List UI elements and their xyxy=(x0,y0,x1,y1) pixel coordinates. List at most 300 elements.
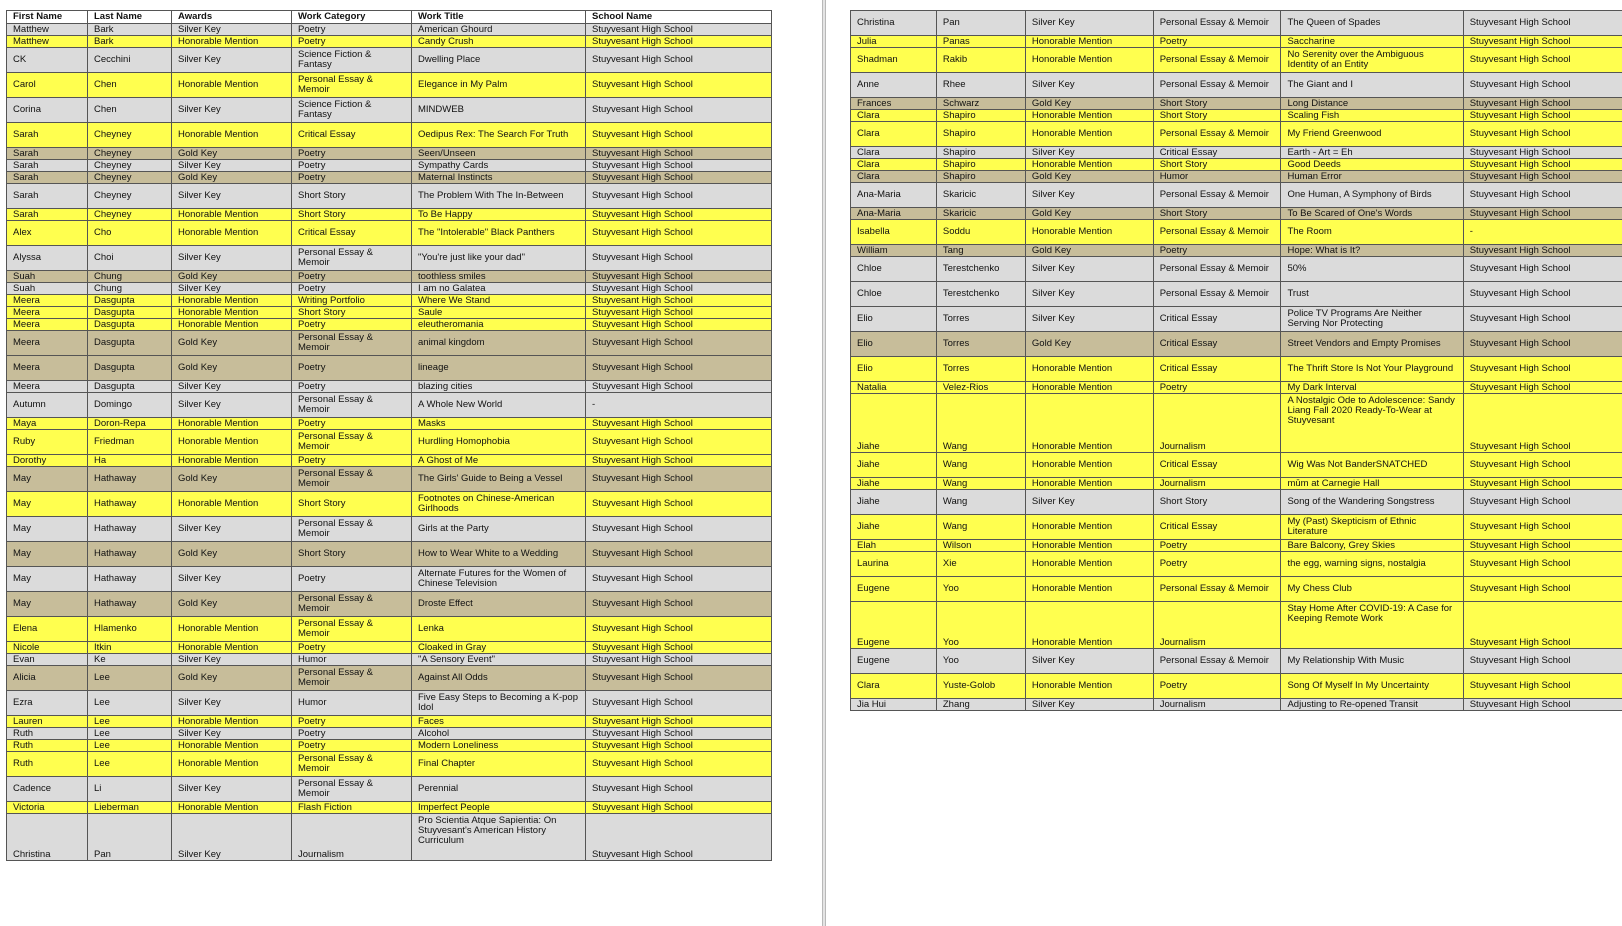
work-category-cell: Poetry xyxy=(292,36,412,48)
school-name-cell: Stuyvesant High School xyxy=(586,517,772,542)
award-cell: Honorable Mention xyxy=(172,740,292,752)
first-name-cell: Eugene xyxy=(851,649,937,674)
work-category-cell: Poetry xyxy=(292,160,412,172)
first-name-cell: Shadman xyxy=(851,48,937,73)
award-cell: Honorable Mention xyxy=(172,295,292,307)
work-category-cell: Poetry xyxy=(292,271,412,283)
school-name-cell: Stuyvesant High School xyxy=(586,716,772,728)
table-row xyxy=(7,98,772,123)
table-row xyxy=(851,11,1622,36)
school-name-cell: Stuyvesant High School xyxy=(1463,307,1622,332)
last-name-cell: Dasgupta xyxy=(88,381,172,393)
school-name-cell: Stuyvesant High School xyxy=(586,271,772,283)
last-name-cell: Lee xyxy=(88,666,172,691)
work-category-cell: Short Story xyxy=(1153,98,1281,110)
work-category-cell: Personal Essay & Memoir xyxy=(1153,282,1281,307)
table-row xyxy=(7,642,772,654)
award-cell: Gold Key xyxy=(172,592,292,617)
first-name-cell: May xyxy=(7,567,88,592)
table-row xyxy=(7,24,772,36)
award-cell: Honorable Mention xyxy=(1025,36,1153,48)
award-cell: Gold Key xyxy=(1025,171,1153,183)
first-name-cell: Clara xyxy=(851,122,937,147)
last-name-cell: Shapiro xyxy=(936,110,1025,122)
last-name-cell: Cecchini xyxy=(88,48,172,73)
school-name-cell: Stuyvesant High School xyxy=(586,592,772,617)
award-cell: Honorable Mention xyxy=(172,617,292,642)
school-name-cell: Stuyvesant High School xyxy=(1463,540,1622,552)
work-title-cell: Modern Loneliness xyxy=(412,740,586,752)
work-title-cell: The "Intolerable" Black Panthers xyxy=(412,221,586,246)
school-name-cell: Stuyvesant High School xyxy=(1463,245,1622,257)
work-title-cell: Elegance in My Palm xyxy=(412,73,586,98)
work-category-cell: Personal Essay & Memoir xyxy=(1153,257,1281,282)
table-row xyxy=(7,209,772,221)
award-cell: Silver Key xyxy=(1025,147,1153,159)
work-title-cell: A Nostalgic Ode to Adolescence: Sandy Liang Fall 2020 Ready-To-Wear at Stuyvesant xyxy=(1281,394,1463,453)
table-row xyxy=(7,418,772,430)
work-category-cell: Journalism xyxy=(1153,394,1281,453)
school-name-cell: Stuyvesant High School xyxy=(1463,602,1622,649)
work-category-cell: Poetry xyxy=(292,24,412,36)
work-category-cell: Critical Essay xyxy=(292,221,412,246)
school-name-cell: Stuyvesant High School xyxy=(586,728,772,740)
work-category-cell: Humor xyxy=(292,691,412,716)
last-name-cell: Itkin xyxy=(88,642,172,654)
last-name-cell: Shapiro xyxy=(936,159,1025,171)
work-title-cell: Against All Odds xyxy=(412,666,586,691)
award-cell: Honorable Mention xyxy=(172,123,292,148)
first-name-cell: Autumn xyxy=(7,393,88,418)
first-name-cell: Alex xyxy=(7,221,88,246)
table-body-left xyxy=(7,24,772,861)
table-row xyxy=(851,245,1622,257)
table-row xyxy=(851,478,1622,490)
work-title-cell: Trust xyxy=(1281,282,1463,307)
work-category-cell: Personal Essay & Memoir xyxy=(1153,577,1281,602)
work-category-cell: Personal Essay & Memoir xyxy=(292,666,412,691)
award-cell: Silver Key xyxy=(172,654,292,666)
table-row xyxy=(7,123,772,148)
table-row xyxy=(851,699,1622,711)
work-title-cell: The Giant and I xyxy=(1281,73,1463,98)
first-name-cell: Sarah xyxy=(7,123,88,148)
last-name-cell: Zhang xyxy=(936,699,1025,711)
table-row xyxy=(7,160,772,172)
last-name-cell: Shapiro xyxy=(936,147,1025,159)
work-title-cell: lineage xyxy=(412,356,586,381)
school-name-cell: Stuyvesant High School xyxy=(1463,11,1622,36)
table-row xyxy=(7,430,772,455)
work-title-cell: My Dark Interval xyxy=(1281,382,1463,394)
school-name-cell: Stuyvesant High School xyxy=(586,123,772,148)
work-title-cell: Five Easy Steps to Becoming a K-pop Idol xyxy=(412,691,586,716)
table-row xyxy=(7,381,772,393)
first-name-cell: Evan xyxy=(7,654,88,666)
school-name-cell: Stuyvesant High School xyxy=(586,492,772,517)
school-name-cell: Stuyvesant High School xyxy=(1463,147,1622,159)
work-category-cell: Poetry xyxy=(1153,36,1281,48)
award-cell: Honorable Mention xyxy=(1025,357,1153,382)
table-row xyxy=(7,617,772,642)
award-cell: Gold Key xyxy=(172,271,292,283)
work-title-cell: American Ghourd xyxy=(412,24,586,36)
work-title-cell: Cloaked in Gray xyxy=(412,642,586,654)
work-category-cell: Short Story xyxy=(1153,110,1281,122)
table-body-right xyxy=(851,11,1622,711)
first-name-cell: Sarah xyxy=(7,160,88,172)
award-cell: Silver Key xyxy=(172,728,292,740)
work-title-cell: My (Past) Skepticism of Ethnic Literature xyxy=(1281,515,1463,540)
work-category-cell: Personal Essay & Memoir xyxy=(1153,73,1281,98)
work-title-cell: One Human, A Symphony of Birds xyxy=(1281,183,1463,208)
first-name-cell: Isabella xyxy=(851,220,937,245)
work-category-cell: Poetry xyxy=(1153,382,1281,394)
award-cell: Honorable Mention xyxy=(172,492,292,517)
award-cell: Gold Key xyxy=(172,542,292,567)
award-cell: Honorable Mention xyxy=(1025,552,1153,577)
table-row xyxy=(7,148,772,160)
last-name-cell: Cho xyxy=(88,221,172,246)
last-name-cell: Dasgupta xyxy=(88,319,172,331)
table-row xyxy=(851,394,1622,453)
last-name-cell: Cheyney xyxy=(88,160,172,172)
table-row xyxy=(851,147,1622,159)
work-category-cell: Critical Essay xyxy=(1153,147,1281,159)
work-category-cell: Humor xyxy=(1153,171,1281,183)
school-name-cell: Stuyvesant High School xyxy=(1463,171,1622,183)
award-cell: Gold Key xyxy=(1025,245,1153,257)
school-name-cell: Stuyvesant High School xyxy=(1463,36,1622,48)
first-name-cell: Sarah xyxy=(7,148,88,160)
first-name-cell: Alyssa xyxy=(7,246,88,271)
award-cell: Gold Key xyxy=(172,172,292,184)
work-title-cell: Faces xyxy=(412,716,586,728)
school-name-cell: Stuyvesant High School xyxy=(586,752,772,777)
school-name-cell: Stuyvesant High School xyxy=(586,567,772,592)
last-name-cell: Panas xyxy=(936,36,1025,48)
work-category-cell: Personal Essay & Memoir xyxy=(292,467,412,492)
work-category-cell: Poetry xyxy=(1153,540,1281,552)
table-row xyxy=(7,331,772,356)
last-name-cell: Pan xyxy=(936,11,1025,36)
first-name-cell: Ezra xyxy=(7,691,88,716)
school-name-cell: Stuyvesant High School xyxy=(586,691,772,716)
work-title-cell: Pro Scientia Atque Sapientia: On Stuyvesant's American History Curriculum xyxy=(412,814,586,861)
table-row xyxy=(7,542,772,567)
work-title-cell: eleutheromania xyxy=(412,319,586,331)
work-title-cell: Police TV Programs Are Neither Serving Nor Protecting xyxy=(1281,307,1463,332)
first-name-cell: Clara xyxy=(851,110,937,122)
table-row xyxy=(7,221,772,246)
table-row xyxy=(7,295,772,307)
work-category-cell: Personal Essay & Memoir xyxy=(1153,220,1281,245)
first-name-cell: May xyxy=(7,542,88,567)
school-name-cell: Stuyvesant High School xyxy=(1463,98,1622,110)
award-cell: Silver Key xyxy=(172,777,292,802)
work-category-cell: Personal Essay & Memoir xyxy=(292,331,412,356)
work-title-cell: Sympathy Cards xyxy=(412,160,586,172)
table-row xyxy=(7,777,772,802)
work-title-cell: "A Sensory Event" xyxy=(412,654,586,666)
table-row xyxy=(851,282,1622,307)
table-row xyxy=(7,271,772,283)
school-name-cell: Stuyvesant High School xyxy=(586,381,772,393)
work-category-cell: Poetry xyxy=(1153,552,1281,577)
table-row xyxy=(851,48,1622,73)
work-title-cell: Oedipus Rex: The Search For Truth xyxy=(412,123,586,148)
last-name-cell: Cheyney xyxy=(88,123,172,148)
last-name-cell: Chung xyxy=(88,283,172,295)
school-name-cell: Stuyvesant High School xyxy=(586,209,772,221)
work-title-cell: Hurdling Homophobia xyxy=(412,430,586,455)
award-cell: Honorable Mention xyxy=(1025,159,1153,171)
work-title-cell: Droste Effect xyxy=(412,592,586,617)
school-name-cell: Stuyvesant High School xyxy=(586,740,772,752)
school-name-cell: Stuyvesant High School xyxy=(586,356,772,381)
award-cell: Gold Key xyxy=(1025,208,1153,220)
first-name-cell: Julia xyxy=(851,36,937,48)
table-row xyxy=(851,73,1622,98)
award-cell: Silver Key xyxy=(172,283,292,295)
last-name-cell: Lee xyxy=(88,728,172,740)
award-cell: Honorable Mention xyxy=(1025,453,1153,478)
work-title-cell: Where We Stand xyxy=(412,295,586,307)
work-title-cell: My Chess Club xyxy=(1281,577,1463,602)
work-title-cell: "You're just like your dad" xyxy=(412,246,586,271)
header-last-name: Last Name xyxy=(88,11,172,24)
work-title-cell: No Serenity over the Ambiguous Identity of an Entity xyxy=(1281,48,1463,73)
award-cell: Honorable Mention xyxy=(1025,602,1153,649)
work-category-cell: Personal Essay & Memoir xyxy=(292,73,412,98)
table-row xyxy=(7,691,772,716)
last-name-cell: Skaricic xyxy=(936,208,1025,220)
first-name-cell: Christina xyxy=(851,11,937,36)
first-name-cell: Natalia xyxy=(851,382,937,394)
work-category-cell: Journalism xyxy=(292,814,412,861)
school-name-cell: Stuyvesant High School xyxy=(586,319,772,331)
table-row xyxy=(7,740,772,752)
first-name-cell: Meera xyxy=(7,319,88,331)
work-category-cell: Poetry xyxy=(292,455,412,467)
table-row xyxy=(7,184,772,209)
award-cell: Gold Key xyxy=(172,148,292,160)
work-title-cell: How to Wear White to a Wedding xyxy=(412,542,586,567)
school-name-cell: Stuyvesant High School xyxy=(1463,208,1622,220)
last-name-cell: Hathaway xyxy=(88,592,172,617)
last-name-cell: Pan xyxy=(88,814,172,861)
work-title-cell: Alcohol xyxy=(412,728,586,740)
first-name-cell: Corina xyxy=(7,98,88,123)
work-category-cell: Flash Fiction xyxy=(292,802,412,814)
school-name-cell: Stuyvesant High School xyxy=(1463,257,1622,282)
work-title-cell: A Ghost of Me xyxy=(412,455,586,467)
school-name-cell: Stuyvesant High School xyxy=(586,814,772,861)
award-cell: Honorable Mention xyxy=(172,221,292,246)
first-name-cell: Elio xyxy=(851,307,937,332)
work-category-cell: Journalism xyxy=(1153,478,1281,490)
table-row xyxy=(7,517,772,542)
table-row xyxy=(851,649,1622,674)
award-cell: Silver Key xyxy=(1025,11,1153,36)
work-category-cell: Personal Essay & Memoir xyxy=(1153,122,1281,147)
work-category-cell: Poetry xyxy=(292,356,412,381)
work-title-cell: Saule xyxy=(412,307,586,319)
school-name-cell: Stuyvesant High School xyxy=(1463,699,1622,711)
school-name-cell: Stuyvesant High School xyxy=(1463,332,1622,357)
school-name-cell: Stuyvesant High School xyxy=(586,642,772,654)
work-title-cell: Girls at the Party xyxy=(412,517,586,542)
school-name-cell: Stuyvesant High School xyxy=(586,283,772,295)
school-name-cell: Stuyvesant High School xyxy=(586,24,772,36)
work-title-cell: A Whole New World xyxy=(412,393,586,418)
school-name-cell: Stuyvesant High School xyxy=(1463,282,1622,307)
school-name-cell: Stuyvesant High School xyxy=(586,221,772,246)
work-title-cell: Saccharine xyxy=(1281,36,1463,48)
last-name-cell: Ke xyxy=(88,654,172,666)
table-row xyxy=(7,728,772,740)
work-title-cell: Perennial xyxy=(412,777,586,802)
first-name-cell: May xyxy=(7,492,88,517)
first-name-cell: Elena xyxy=(7,617,88,642)
award-cell: Honorable Mention xyxy=(172,455,292,467)
school-name-cell: Stuyvesant High School xyxy=(1463,122,1622,147)
work-title-cell: 50% xyxy=(1281,257,1463,282)
last-name-cell: Hathaway xyxy=(88,467,172,492)
first-name-cell: Ruth xyxy=(7,728,88,740)
table-row xyxy=(851,171,1622,183)
award-cell: Gold Key xyxy=(172,467,292,492)
first-name-cell: Clara xyxy=(851,147,937,159)
work-title-cell: the egg, warning signs, nostalgia xyxy=(1281,552,1463,577)
school-name-cell: Stuyvesant High School xyxy=(586,36,772,48)
work-title-cell: The Queen of Spades xyxy=(1281,11,1463,36)
work-title-cell: Candy Crush xyxy=(412,36,586,48)
award-cell: Silver Key xyxy=(1025,699,1153,711)
first-name-cell: Alicia xyxy=(7,666,88,691)
award-cell: Honorable Mention xyxy=(172,430,292,455)
award-cell: Honorable Mention xyxy=(172,209,292,221)
table-row xyxy=(7,467,772,492)
work-title-cell: Seen/Unseen xyxy=(412,148,586,160)
header-first-name: First Name xyxy=(7,11,88,24)
work-category-cell: Critical Essay xyxy=(1153,307,1281,332)
award-cell: Silver Key xyxy=(1025,183,1153,208)
first-name-cell: Meera xyxy=(7,295,88,307)
award-cell: Silver Key xyxy=(172,691,292,716)
work-title-cell: My Friend Greenwood xyxy=(1281,122,1463,147)
work-title-cell: Hope: What is It? xyxy=(1281,245,1463,257)
award-cell: Honorable Mention xyxy=(1025,515,1153,540)
last-name-cell: Cheyney xyxy=(88,148,172,160)
work-category-cell: Personal Essay & Memoir xyxy=(292,393,412,418)
work-title-cell: Masks xyxy=(412,418,586,430)
work-category-cell: Poetry xyxy=(292,642,412,654)
work-title-cell: Stay Home After COVID-19: A Case for Keeping Remote Work xyxy=(1281,602,1463,649)
table-row xyxy=(851,122,1622,147)
work-title-cell: Imperfect People xyxy=(412,802,586,814)
first-name-cell: Jiahe xyxy=(851,394,937,453)
table-row xyxy=(7,172,772,184)
last-name-cell: Wang xyxy=(936,453,1025,478)
award-cell: Silver Key xyxy=(1025,649,1153,674)
award-cell: Silver Key xyxy=(172,24,292,36)
work-category-cell: Critical Essay xyxy=(1153,453,1281,478)
table-row xyxy=(7,48,772,73)
award-cell: Silver Key xyxy=(172,246,292,271)
school-name-cell: Stuyvesant High School xyxy=(1463,453,1622,478)
work-title-cell: Final Chapter xyxy=(412,752,586,777)
work-title-cell: Footnotes on Chinese-American Girlhoods xyxy=(412,492,586,517)
first-name-cell: Elah xyxy=(851,540,937,552)
last-name-cell: Yoo xyxy=(936,602,1025,649)
last-name-cell: Rhee xyxy=(936,73,1025,98)
first-name-cell: Jia Hui xyxy=(851,699,937,711)
table-row xyxy=(7,752,772,777)
table-row xyxy=(7,567,772,592)
awards-table-left xyxy=(6,10,772,861)
last-name-cell: Wang xyxy=(936,394,1025,453)
first-name-cell: Jiahe xyxy=(851,478,937,490)
school-name-cell: Stuyvesant High School xyxy=(586,467,772,492)
award-cell: Silver Key xyxy=(1025,282,1153,307)
award-cell: Honorable Mention xyxy=(172,752,292,777)
school-name-cell: Stuyvesant High School xyxy=(586,295,772,307)
last-name-cell: Hathaway xyxy=(88,492,172,517)
work-category-cell: Poetry xyxy=(292,172,412,184)
school-name-cell: Stuyvesant High School xyxy=(586,802,772,814)
school-name-cell: Stuyvesant High School xyxy=(586,542,772,567)
work-category-cell: Short Story xyxy=(292,542,412,567)
table-row xyxy=(7,36,772,48)
last-name-cell: Wang xyxy=(936,490,1025,515)
school-name-cell: Stuyvesant High School xyxy=(1463,515,1622,540)
work-category-cell: Personal Essay & Memoir xyxy=(292,777,412,802)
last-name-cell: Yuste-Golob xyxy=(936,674,1025,699)
first-name-cell: Jiahe xyxy=(851,490,937,515)
school-name-cell: - xyxy=(1463,220,1622,245)
first-name-cell: Ana-Maria xyxy=(851,208,937,220)
award-cell: Honorable Mention xyxy=(172,36,292,48)
work-category-cell: Poetry xyxy=(1153,674,1281,699)
work-category-cell: Poetry xyxy=(1153,245,1281,257)
award-cell: Honorable Mention xyxy=(172,802,292,814)
first-name-cell: Meera xyxy=(7,381,88,393)
table-row xyxy=(7,814,772,861)
last-name-cell: Cheyney xyxy=(88,172,172,184)
first-name-cell: Ruth xyxy=(7,740,88,752)
last-name-cell: Wilson xyxy=(936,540,1025,552)
last-name-cell: Lee xyxy=(88,740,172,752)
work-title-cell: Wig Was Not BanderSNATCHED xyxy=(1281,453,1463,478)
school-name-cell: Stuyvesant High School xyxy=(1463,394,1622,453)
last-name-cell: Lee xyxy=(88,752,172,777)
first-name-cell: Clara xyxy=(851,171,937,183)
work-category-cell: Poetry xyxy=(292,319,412,331)
header-work-category: Work Category xyxy=(292,11,412,24)
last-name-cell: Bark xyxy=(88,36,172,48)
award-cell: Honorable Mention xyxy=(1025,110,1153,122)
work-category-cell: Poetry xyxy=(292,716,412,728)
school-name-cell: Stuyvesant High School xyxy=(1463,382,1622,394)
work-category-cell: Critical Essay xyxy=(292,123,412,148)
school-name-cell: Stuyvesant High School xyxy=(1463,649,1622,674)
work-title-cell: Good Deeds xyxy=(1281,159,1463,171)
first-name-cell: Victoria xyxy=(7,802,88,814)
table-row xyxy=(851,453,1622,478)
first-name-cell: Anne xyxy=(851,73,937,98)
first-name-cell: May xyxy=(7,467,88,492)
